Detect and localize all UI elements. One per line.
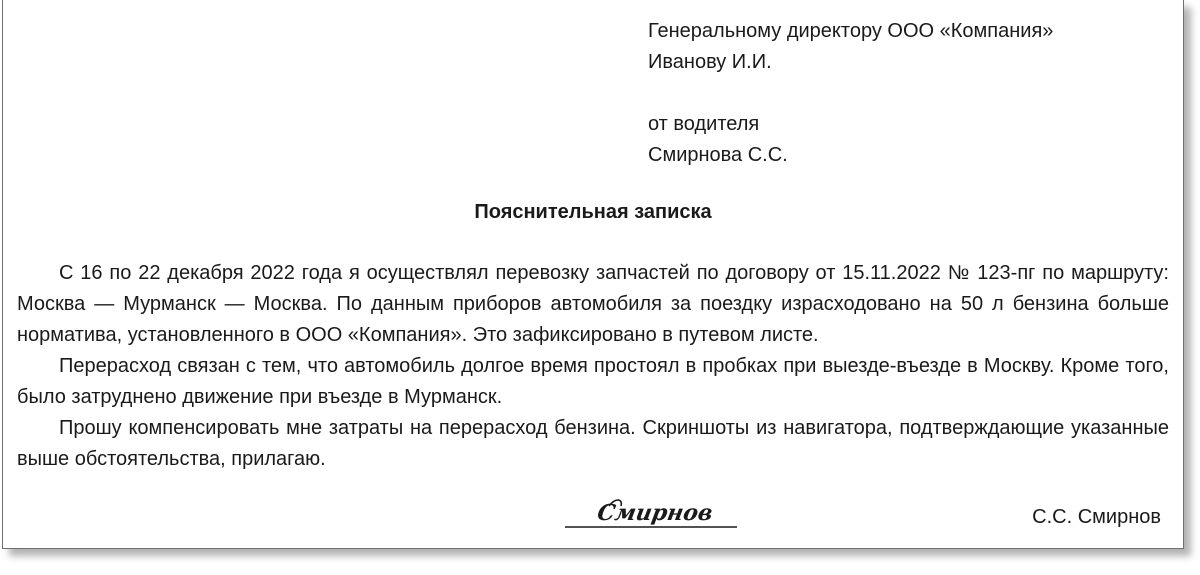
addressee-line-name: Иванову И.И. (648, 51, 772, 73)
addressee-spacer (648, 78, 1053, 109)
signature-script-text: Смирнов (595, 500, 715, 526)
document-body (17, 258, 1169, 475)
handwritten-signature (565, 494, 737, 530)
addressee-line-position: Генеральному директору ООО «Компания» (648, 20, 1054, 42)
document-sheet (2, 0, 1184, 549)
document-title: Пояснительная записка (474, 201, 712, 223)
body-paragraph-2: Перерасход связан с тем, что автомобиль долгое время простоял в пробках при выезде-въезде в Москву. Кроме того, было затруднено движение при въезде в Мурманск. (17, 355, 1169, 408)
sender-line-name: Смирнова С.С. (648, 144, 788, 166)
body-paragraph-1: С 16 по 22 декабря 2022 года я осуществлял перевозку запчастей по договору от 15.11.2022 № 123-пг по маршруту: Москва — Мурманск — Москва. По данным приборов автомобиля за поездку израсходовано на 50 л бензина больше норматива, установленного в ООО «Компания». Это зафиксировано в путевом листе. (17, 262, 1169, 346)
sender-line-role: от водителя (648, 113, 760, 135)
body-paragraph-3: Прошу компенсировать мне затраты на перерасход бензина. Скриншоты из навигатора, подтверждающие указанные выше обстоятельства, прилагаю. (17, 417, 1169, 470)
addressee-block (648, 16, 1053, 171)
signer-printed-name: С.С. Смирнов (1032, 506, 1161, 528)
